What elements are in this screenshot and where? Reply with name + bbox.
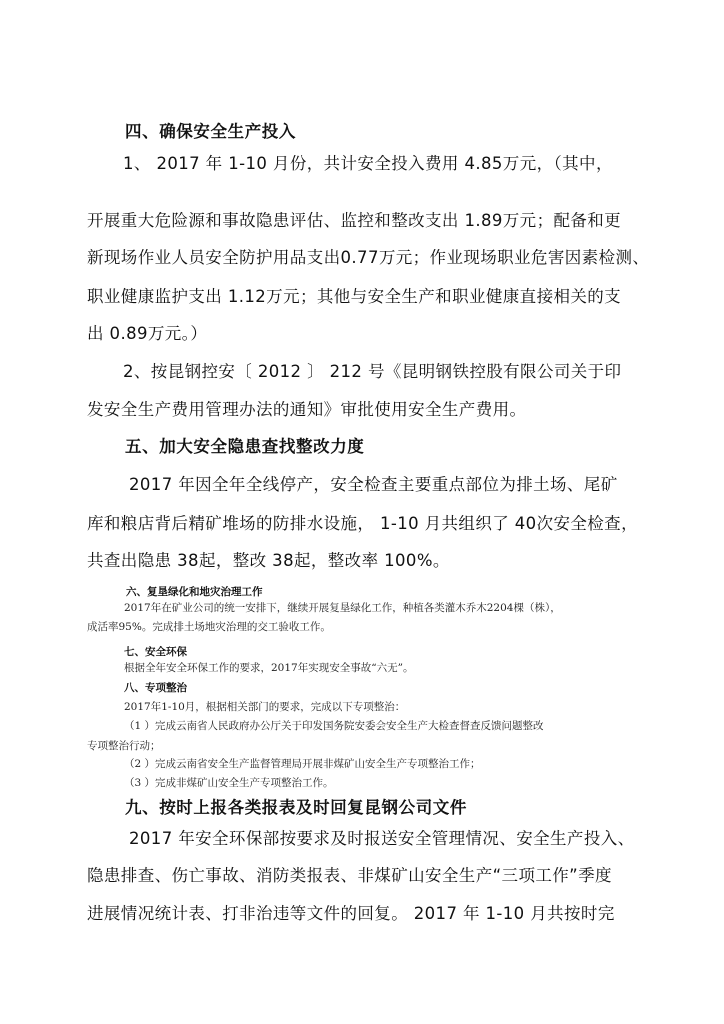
section-8-heading: 八、专项整治 bbox=[124, 682, 187, 694]
section-6-line-1: 2017年在矿业公司的统一安排下，继续开展复垦绿化工作，种植各类灌木乔木2204棵（株）， bbox=[124, 602, 561, 614]
section-4-item1-line-5: 出 0.89万元。） bbox=[87, 324, 208, 343]
section-4-item1-line-2: 开展重大危险源和事故隐患评估、监控和整改支出 1.89万元；配备和更 bbox=[87, 211, 622, 230]
section-4-item1-line-3: 新现场作业人员安全防护用品支出0.77万元；作业现场职业危害因素检测、 bbox=[87, 248, 650, 267]
section-8-line-1: 2017年1-10月，根据相关部门的要求，完成以下专项整治： bbox=[124, 701, 406, 713]
section-8-line-2: （1 ）完成云南省人民政府办公厅关于印发国务院安委会安全生产大检查督查反馈问题整改 bbox=[124, 720, 544, 732]
section-7-line-1: 根据全年安全环保工作的要求，2017年实现安全事故“六无”。 bbox=[124, 662, 414, 674]
section-4-item2-line-1: 2、按昆钢控安〔 2012 〕 212 号《昆明钢铁控股有限公司关于印 bbox=[123, 362, 622, 381]
section-4-item1-line-4: 职业健康监护支出 1.12万元；其他与安全生产和职业健康直接相关的支 bbox=[87, 287, 622, 306]
section-8-line-3: 专项整治行动； bbox=[87, 740, 161, 752]
section-5-line-2: 库和粮店背后精矿堆场的防排水设施， 1-10 月共组织了 40次安全检查， bbox=[87, 514, 638, 533]
section-8-line-5: （3 ）完成非煤矿山安全生产专项整治工作。 bbox=[124, 777, 334, 789]
section-7-heading: 七、安全环保 bbox=[124, 646, 187, 658]
section-4-heading: 四、确保安全生产投入 bbox=[125, 122, 296, 141]
section-6-line-2: 成活率95%。完成排土场地灾治理的交工验收工作。 bbox=[87, 621, 331, 633]
section-8-line-4: （2 ）完成云南省安全生产监督管理局开展非煤矿山安全生产专项整治工作； bbox=[124, 758, 481, 770]
section-6-heading: 六、复垦绿化和地灾治理工作 bbox=[126, 586, 263, 598]
section-5-line-3: 共查出隐患 38起，整改 38起，整改率 100%。 bbox=[87, 551, 450, 570]
section-4-item2-line-2: 发安全生产费用管理办法的通知》审批使用安全生产费用。 bbox=[87, 400, 527, 419]
section-9-line-2: 隐患排查、伤亡事故、消防类报表、非煤矿山安全生产“三项工作”季度 bbox=[87, 866, 612, 885]
section-4-item1-line-1: 1、 2017 年 1-10 月份，共计安全投入费用 4.85万元，（其中， bbox=[123, 154, 613, 173]
section-9-line-3: 进展情况统计表、打非治违等文件的回复。 2017 年 1-10 月共按时完 bbox=[87, 904, 615, 923]
section-9-heading: 九、按时上报各类报表及时回复昆钢公司文件 bbox=[125, 798, 467, 817]
section-9-line-1: 2017 年安全环保部按要求及时报送安全管理情况、安全生产投入、 bbox=[129, 829, 635, 848]
section-5-heading: 五、加大安全隐患查找整改力度 bbox=[125, 437, 365, 456]
section-5-line-1: 2017 年因全年全线停产，安全检查主要重点部位为排土场、尾矿 bbox=[129, 475, 618, 494]
